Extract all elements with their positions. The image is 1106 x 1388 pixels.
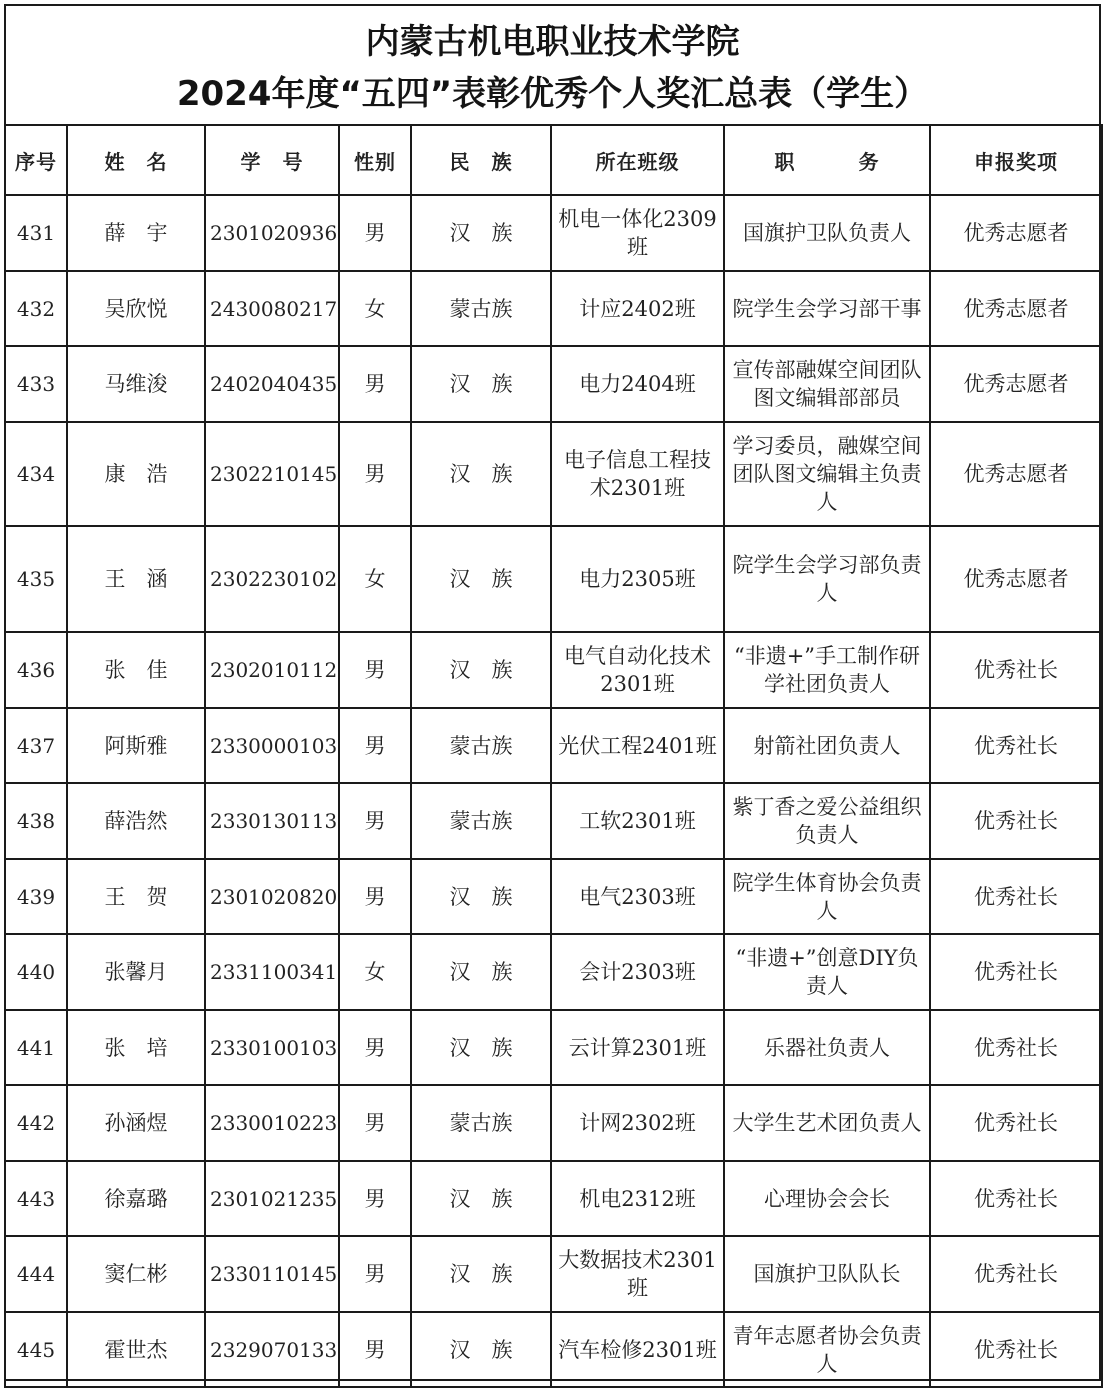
cell-ethnicity: 汉 族 — [411, 1236, 551, 1312]
table-row — [5, 271, 1102, 346]
cell-seq: 434 — [5, 422, 67, 526]
cell-class: 汽车检修2301班 — [551, 1312, 724, 1387]
cell-ethnicity: 汉 族 — [411, 1161, 551, 1236]
header-name: 姓 名 — [67, 125, 205, 195]
cell-award: 优秀志愿者 — [930, 271, 1102, 346]
cell-name: 阿斯雅 — [67, 708, 205, 783]
cell-seq: 441 — [5, 1010, 67, 1085]
cell-student-id: 2330100103 — [205, 1010, 339, 1085]
cell-seq: 439 — [5, 859, 67, 934]
cell-class: 工软2301班 — [551, 783, 724, 859]
cell-seq: 440 — [5, 934, 67, 1010]
cell-class: 会计2303班 — [551, 934, 724, 1010]
cell-gender: 男 — [339, 632, 411, 708]
cell-award: 优秀志愿者 — [930, 346, 1102, 422]
cell-seq: 438 — [5, 783, 67, 859]
cell-class: 云计算2301班 — [551, 1010, 724, 1085]
award-table — [4, 124, 1103, 1388]
cell-seq: 445 — [5, 1312, 67, 1387]
header-ethnicity: 民 族 — [411, 125, 551, 195]
cell-class: 大数据技术2301班 — [551, 1236, 724, 1312]
cell-duty: 宣传部融媒空间团队图文编辑部部员 — [724, 346, 930, 422]
cell-duty: 国旗护卫队队长 — [724, 1236, 930, 1312]
cell-seq: 435 — [5, 526, 67, 632]
cell-duty: “非遗+”手工制作研学社团负责人 — [724, 632, 930, 708]
cell-award: 优秀志愿者 — [930, 195, 1102, 271]
cell-student-id: 2331100341 — [205, 934, 339, 1010]
cell-award: 优秀社长 — [930, 1010, 1102, 1085]
cell-ethnicity: 汉 族 — [411, 934, 551, 1010]
cell-duty: 院学生体育协会负责人 — [724, 859, 930, 934]
cell-name: 孙涵煜 — [67, 1085, 205, 1161]
cell-ethnicity: 汉 族 — [411, 422, 551, 526]
cell-duty: 院学生会学习部干事 — [724, 271, 930, 346]
cell-ethnicity: 蒙古族 — [411, 708, 551, 783]
header-seq: 序号 — [5, 125, 67, 195]
cell-class: 电力2404班 — [551, 346, 724, 422]
cell-duty: 紫丁香之爱公益组织负责人 — [724, 783, 930, 859]
title-institution: 内蒙古机电职业技术学院 — [365, 22, 740, 62]
cell-gender: 女 — [339, 934, 411, 1010]
cell-name: 马维浚 — [67, 346, 205, 422]
cell-student-id: 2302230102 — [205, 526, 339, 632]
cell-seq: 432 — [5, 271, 67, 346]
cell-gender: 男 — [339, 1085, 411, 1161]
cell-award: 优秀社长 — [930, 934, 1102, 1010]
cell-award: 优秀社长 — [930, 783, 1102, 859]
cell-student-id: 2301021235 — [205, 1161, 339, 1236]
cell-duty: 学习委员，融媒空间团队图文编辑主负责人 — [724, 422, 930, 526]
cell-ethnicity: 汉 族 — [411, 346, 551, 422]
cell-duty: “非遗+”创意DIY负责人 — [724, 934, 930, 1010]
header-award: 申报奖项 — [930, 125, 1102, 195]
cell-class: 计网2302班 — [551, 1085, 724, 1161]
cell-duty: 国旗护卫队负责人 — [724, 195, 930, 271]
table-row — [5, 632, 1102, 708]
cell-award: 优秀社长 — [930, 1161, 1102, 1236]
table-row — [5, 1085, 1102, 1161]
cell-name: 薛 宇 — [67, 195, 205, 271]
cell-name: 霍世杰 — [67, 1312, 205, 1387]
cell-gender: 女 — [339, 526, 411, 632]
cell-seq: 442 — [5, 1085, 67, 1161]
table-row — [5, 346, 1102, 422]
table-row — [5, 1312, 1102, 1387]
cell-gender: 男 — [339, 783, 411, 859]
cell-student-id: 2330010223 — [205, 1085, 339, 1161]
sheet-title — [6, 6, 1099, 124]
cell-duty: 大学生艺术团负责人 — [724, 1085, 930, 1161]
cell-student-id: 2301020820 — [205, 859, 339, 934]
cell-duty: 射箭社团负责人 — [724, 708, 930, 783]
table-row — [5, 783, 1102, 859]
table-row — [5, 1010, 1102, 1085]
cell-duty: 心理协会会长 — [724, 1161, 930, 1236]
table-header-row — [5, 125, 1102, 195]
cell-name: 张馨月 — [67, 934, 205, 1010]
table-row — [5, 708, 1102, 783]
cell-student-id: 2302010112 — [205, 632, 339, 708]
cell-class: 光伏工程2401班 — [551, 708, 724, 783]
cell-award: 优秀志愿者 — [930, 422, 1102, 526]
cell-student-id: 2301020936 — [205, 195, 339, 271]
table-row — [5, 526, 1102, 632]
cell-award: 优秀志愿者 — [930, 526, 1102, 632]
cell-class: 电气自动化技术2301班 — [551, 632, 724, 708]
cell-class: 计应2402班 — [551, 271, 724, 346]
cell-student-id: 2330130113 — [205, 783, 339, 859]
award-summary-sheet — [4, 4, 1101, 1381]
cell-seq: 433 — [5, 346, 67, 422]
cell-gender: 男 — [339, 1010, 411, 1085]
cell-ethnicity: 蒙古族 — [411, 271, 551, 346]
table-row — [5, 934, 1102, 1010]
cell-gender: 男 — [339, 422, 411, 526]
cell-award: 优秀社长 — [930, 1312, 1102, 1387]
cell-duty: 青年志愿者协会负责人 — [724, 1312, 930, 1387]
cell-gender: 男 — [339, 708, 411, 783]
cell-award: 优秀社长 — [930, 1085, 1102, 1161]
table-row — [5, 422, 1102, 526]
cell-ethnicity: 蒙古族 — [411, 1085, 551, 1161]
cell-duty: 乐器社负责人 — [724, 1010, 930, 1085]
cell-ethnicity: 汉 族 — [411, 1010, 551, 1085]
cell-award: 优秀社长 — [930, 859, 1102, 934]
cell-seq: 431 — [5, 195, 67, 271]
cell-ethnicity: 汉 族 — [411, 859, 551, 934]
cell-seq: 437 — [5, 708, 67, 783]
cell-name: 窦仁彬 — [67, 1236, 205, 1312]
cell-ethnicity: 蒙古族 — [411, 783, 551, 859]
cell-seq: 444 — [5, 1236, 67, 1312]
cell-ethnicity: 汉 族 — [411, 526, 551, 632]
cell-seq: 436 — [5, 632, 67, 708]
table-row — [5, 1236, 1102, 1312]
table-row — [5, 859, 1102, 934]
cell-class: 机电一体化2309班 — [551, 195, 724, 271]
cell-name: 王 涵 — [67, 526, 205, 632]
header-class: 所在班级 — [551, 125, 724, 195]
cell-class: 电力2305班 — [551, 526, 724, 632]
cell-student-id: 2430080217 — [205, 271, 339, 346]
cell-ethnicity: 汉 族 — [411, 195, 551, 271]
cell-name: 张 培 — [67, 1010, 205, 1085]
cell-student-id: 2402040435 — [205, 346, 339, 422]
cell-gender: 男 — [339, 1312, 411, 1387]
title-table-name: 2024年度“五四”表彰优秀个人奖汇总表（学生） — [176, 74, 929, 114]
cell-award: 优秀社长 — [930, 708, 1102, 783]
cell-name: 吴欣悦 — [67, 271, 205, 346]
cell-award: 优秀社长 — [930, 1236, 1102, 1312]
cell-student-id: 2329070133 — [205, 1312, 339, 1387]
cell-student-id: 2330110145 — [205, 1236, 339, 1312]
table-row — [5, 1161, 1102, 1236]
cell-name: 张 佳 — [67, 632, 205, 708]
cell-gender: 男 — [339, 1161, 411, 1236]
cell-class: 电子信息工程技术2301班 — [551, 422, 724, 526]
cell-gender: 男 — [339, 1236, 411, 1312]
cell-student-id: 2302210145 — [205, 422, 339, 526]
cell-gender: 男 — [339, 859, 411, 934]
cell-student-id: 2330000103 — [205, 708, 339, 783]
cell-gender: 女 — [339, 271, 411, 346]
table-row — [5, 195, 1102, 271]
cell-ethnicity: 汉 族 — [411, 632, 551, 708]
cell-gender: 男 — [339, 195, 411, 271]
cell-name: 王 贺 — [67, 859, 205, 934]
cell-ethnicity: 汉 族 — [411, 1312, 551, 1387]
cell-name: 薛浩然 — [67, 783, 205, 859]
cell-class: 电气2303班 — [551, 859, 724, 934]
cell-class: 机电2312班 — [551, 1161, 724, 1236]
cell-seq: 443 — [5, 1161, 67, 1236]
cell-name: 康 浩 — [67, 422, 205, 526]
cell-gender: 男 — [339, 346, 411, 422]
cell-duty: 院学生会学习部负责人 — [724, 526, 930, 632]
cell-award: 优秀社长 — [930, 632, 1102, 708]
header-duty: 职 务 — [724, 125, 930, 195]
cell-name: 徐嘉璐 — [67, 1161, 205, 1236]
header-gender: 性别 — [339, 125, 411, 195]
header-student-id: 学 号 — [205, 125, 339, 195]
